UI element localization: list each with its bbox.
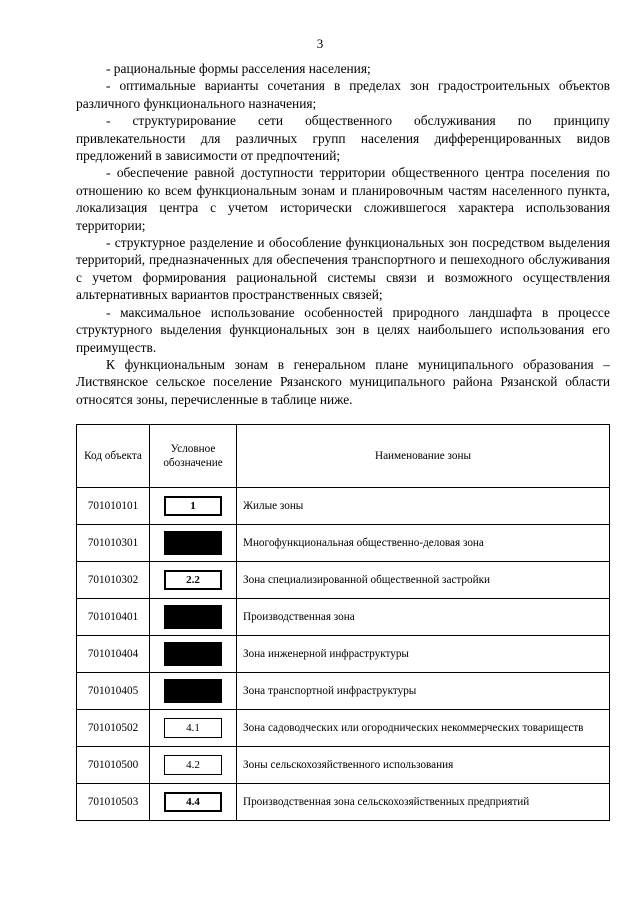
zone-symbol: 4.2 <box>164 755 222 775</box>
table-row <box>77 636 610 673</box>
zone-code: 701010404 <box>77 636 150 673</box>
zone-code: 701010101 <box>77 488 150 525</box>
zone-name: Зона специализированной общественной застройки <box>237 562 610 599</box>
paragraph: - структурирование сети общественного обслуживания по принципу привлекательности для различных групп населения дифференцированных видов предложений в зависимости от предпочтений; <box>76 113 610 164</box>
zone-symbol: 2.2 <box>164 570 222 590</box>
zone-code: 701010301 <box>77 525 150 562</box>
zone-code: 701010500 <box>77 747 150 784</box>
zone-symbol-cell <box>150 673 237 710</box>
zone-name: Производственная зона сельскохозяйственных предприятий <box>237 784 610 821</box>
zone-code: 701010405 <box>77 673 150 710</box>
paragraph: К функциональным зонам в генеральном плане муниципального образования – Листвянское сельское поселение Рязанского муниципального района Рязанской области относятся зоны, перечисленные в таблице ниже. <box>76 356 610 407</box>
zone-symbol-cell <box>150 784 237 821</box>
zone-symbol-cell <box>150 747 237 784</box>
zone-code: 701010302 <box>77 562 150 599</box>
table-row <box>77 784 610 821</box>
zone-symbol-cell <box>150 710 237 747</box>
table-row <box>77 747 610 784</box>
paragraph: - обеспечение равной доступности территории общественного центра поселения по отношению ко всем функциональным зонам и планировочным частям населенного пункта, локализация центра с учетом исторически сложившегося характера использования территории; <box>76 165 610 233</box>
zones-table <box>76 424 610 821</box>
header-code: Код объекта <box>77 425 150 488</box>
zone-symbol <box>164 531 222 555</box>
table-header-row <box>77 425 610 488</box>
zone-code: 701010401 <box>77 599 150 636</box>
zone-symbol <box>164 642 222 666</box>
zone-name: Производственная зона <box>237 599 610 636</box>
zone-symbol-cell <box>150 636 237 673</box>
zone-symbol: 1 <box>164 496 222 516</box>
table-row <box>77 710 610 747</box>
zone-symbol-cell <box>150 525 237 562</box>
zone-name: Многофункциональная общественно-деловая зона <box>237 525 610 562</box>
zone-symbol-cell <box>150 562 237 599</box>
zone-name: Жилые зоны <box>237 488 610 525</box>
zone-symbol: 4.4 <box>164 792 222 812</box>
header-zone-name: Наименование зоны <box>237 425 610 488</box>
zones-table-body <box>77 488 610 821</box>
zone-symbol-cell <box>150 488 237 525</box>
paragraph: - максимальное использование особенностей природного ландшафта в процессе структурного выделения функциональных зон в целях наибольшего использования его преимуществ. <box>76 304 610 355</box>
paragraph: - рациональные формы расселения населения; <box>106 61 371 76</box>
zone-name: Зона инженерной инфраструктуры <box>237 636 610 673</box>
zone-name: Зоны сельскохозяйственного использования <box>237 747 610 784</box>
table-row <box>77 673 610 710</box>
table-row <box>77 525 610 562</box>
header-symbol: Условное обозначение <box>150 425 237 488</box>
table-row <box>77 562 610 599</box>
table-row <box>77 488 610 525</box>
zone-name: Зона садоводческих или огороднических некоммерческих товариществ <box>237 710 610 747</box>
paragraph: - структурное разделение и обособление функциональных зон посредством выделения территорий, предназначенных для обеспечения транспортного и пешеходного обслуживания с учетом формирования рациональной системы связи и возможного осуществления альтернативных вариантов пространственных связей; <box>76 235 610 303</box>
zone-symbol-cell <box>150 599 237 636</box>
zone-symbol: 4.1 <box>164 718 222 738</box>
paragraph: - оптимальные варианты сочетания в пределах зон градостроительных объектов различного функционального назначения; <box>76 78 610 111</box>
zone-symbol <box>164 679 222 703</box>
zone-symbol <box>164 605 222 629</box>
body-text <box>76 60 610 408</box>
zone-code: 701010502 <box>77 710 150 747</box>
zone-name: Зона транспортной инфраструктуры <box>237 673 610 710</box>
zone-code: 701010503 <box>77 784 150 821</box>
table-row <box>77 599 610 636</box>
page-number: 3 <box>316 36 324 51</box>
